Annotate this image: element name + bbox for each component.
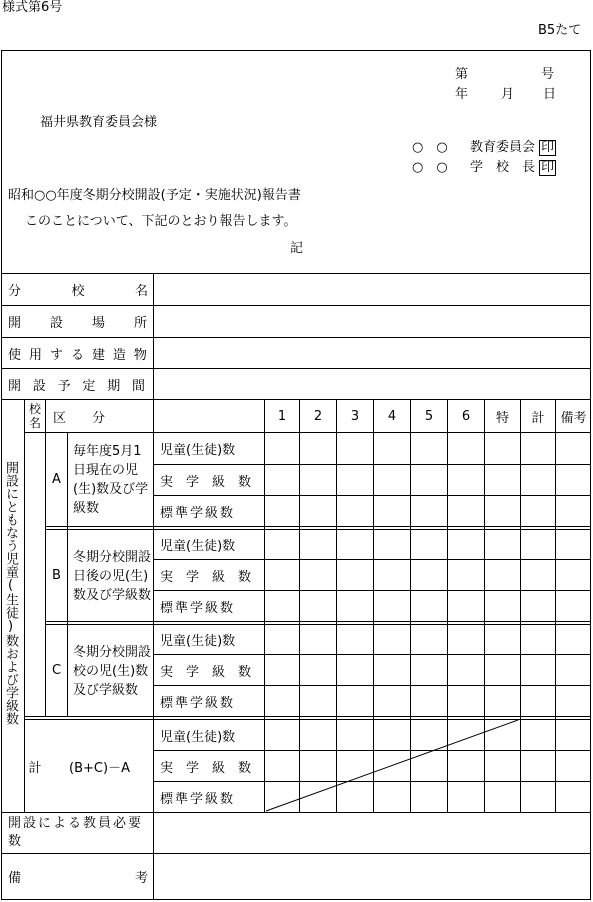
- form-number: 様式第6号: [2, 0, 63, 15]
- group-b-desc: 冬期分校開設日後の児(生)数及び学級数: [73, 549, 152, 603]
- report-title: 昭和○○年度冬期分校開設(予定・実施状況)報告書: [8, 188, 301, 203]
- sender-1-title: 教育委員会: [469, 140, 535, 155]
- total-label: 計: [28, 760, 42, 776]
- row-label-students: 児童(生徒)数: [160, 729, 236, 745]
- info-label-building: 使 用 す る 建 造 物: [8, 347, 148, 363]
- seal-mark: 印: [541, 160, 555, 175]
- addressee: 福井県教育委員会様: [40, 115, 158, 130]
- info-label-school-name: 分 校 名: [8, 284, 148, 299]
- col-header-2: 2: [313, 408, 323, 424]
- col-header-6: 6: [461, 408, 471, 424]
- required-teachers-label: 開設による教員必要数: [8, 816, 144, 849]
- date-year: 年: [455, 87, 469, 102]
- group-b-letter: B: [52, 568, 61, 583]
- kubun-header: 区 分: [53, 410, 106, 426]
- row-label-actual-classes: 実 学 級 数: [160, 474, 252, 490]
- sender-2-title: 学 校 長: [469, 160, 535, 175]
- col-header-1: 1: [277, 408, 287, 424]
- col-header-remarks: 備考: [560, 410, 587, 426]
- side-label: 開設にともなう児童(生徒)数および学級数: [3, 461, 18, 725]
- school-name-header: 校名: [28, 402, 41, 430]
- group-c-letter: C: [51, 663, 62, 678]
- doc-number-go: 号: [541, 67, 555, 82]
- col-header-4: 4: [387, 408, 397, 424]
- paper-size: B5たて: [538, 23, 582, 38]
- row-label-standard-classes: 標準学級数: [160, 600, 236, 616]
- remarks-label-right: 考: [134, 870, 148, 886]
- row-label-actual-classes: 実 学 級 数: [160, 569, 252, 585]
- doc-number-dai: 第: [455, 67, 469, 82]
- row-label-students: 児童(生徒)数: [160, 443, 236, 458]
- row-label-standard-classes: 標準学級数: [160, 505, 236, 521]
- remarks-label-left: 備: [8, 870, 22, 886]
- info-label-period: 開 設 予 定 期 間: [8, 378, 148, 394]
- sender-1-marks: ○ ○: [412, 140, 448, 155]
- col-header-5: 5: [424, 408, 434, 424]
- row-label-standard-classes: 標準学級数: [160, 695, 236, 711]
- sender-2-marks: ○ ○: [412, 160, 448, 175]
- remarks-label: [8, 854, 148, 898]
- ki-label: 記: [290, 241, 304, 256]
- col-header-special: 特: [495, 410, 509, 426]
- col-header-total: 計: [531, 410, 545, 426]
- intro-text: このことについて、下記のとおり報告します。: [25, 214, 297, 229]
- row-label-students: 児童(生徒)数: [160, 634, 236, 649]
- info-label-location: 開 設 場 所: [8, 316, 148, 331]
- date-month: 月: [501, 87, 515, 102]
- seal-mark: 印: [541, 140, 555, 155]
- row-label-standard-classes: 標準学級数: [160, 791, 236, 807]
- row-label-actual-classes: 実 学 級 数: [160, 664, 252, 680]
- group-a-letter: A: [52, 472, 61, 487]
- group-c-desc: 冬期分校開設校の児(生)数及び学級数: [73, 644, 152, 698]
- date-day: 日: [543, 87, 557, 102]
- total-formula: (B+C)－A: [69, 760, 130, 776]
- col-header-3: 3: [350, 408, 360, 424]
- row-label-actual-classes: 実 学 級 数: [160, 760, 252, 776]
- row-label-students: 児童(生徒)数: [160, 539, 236, 554]
- group-a-desc: 毎年度5月1日現在の児(生)数及び学級数: [73, 444, 149, 516]
